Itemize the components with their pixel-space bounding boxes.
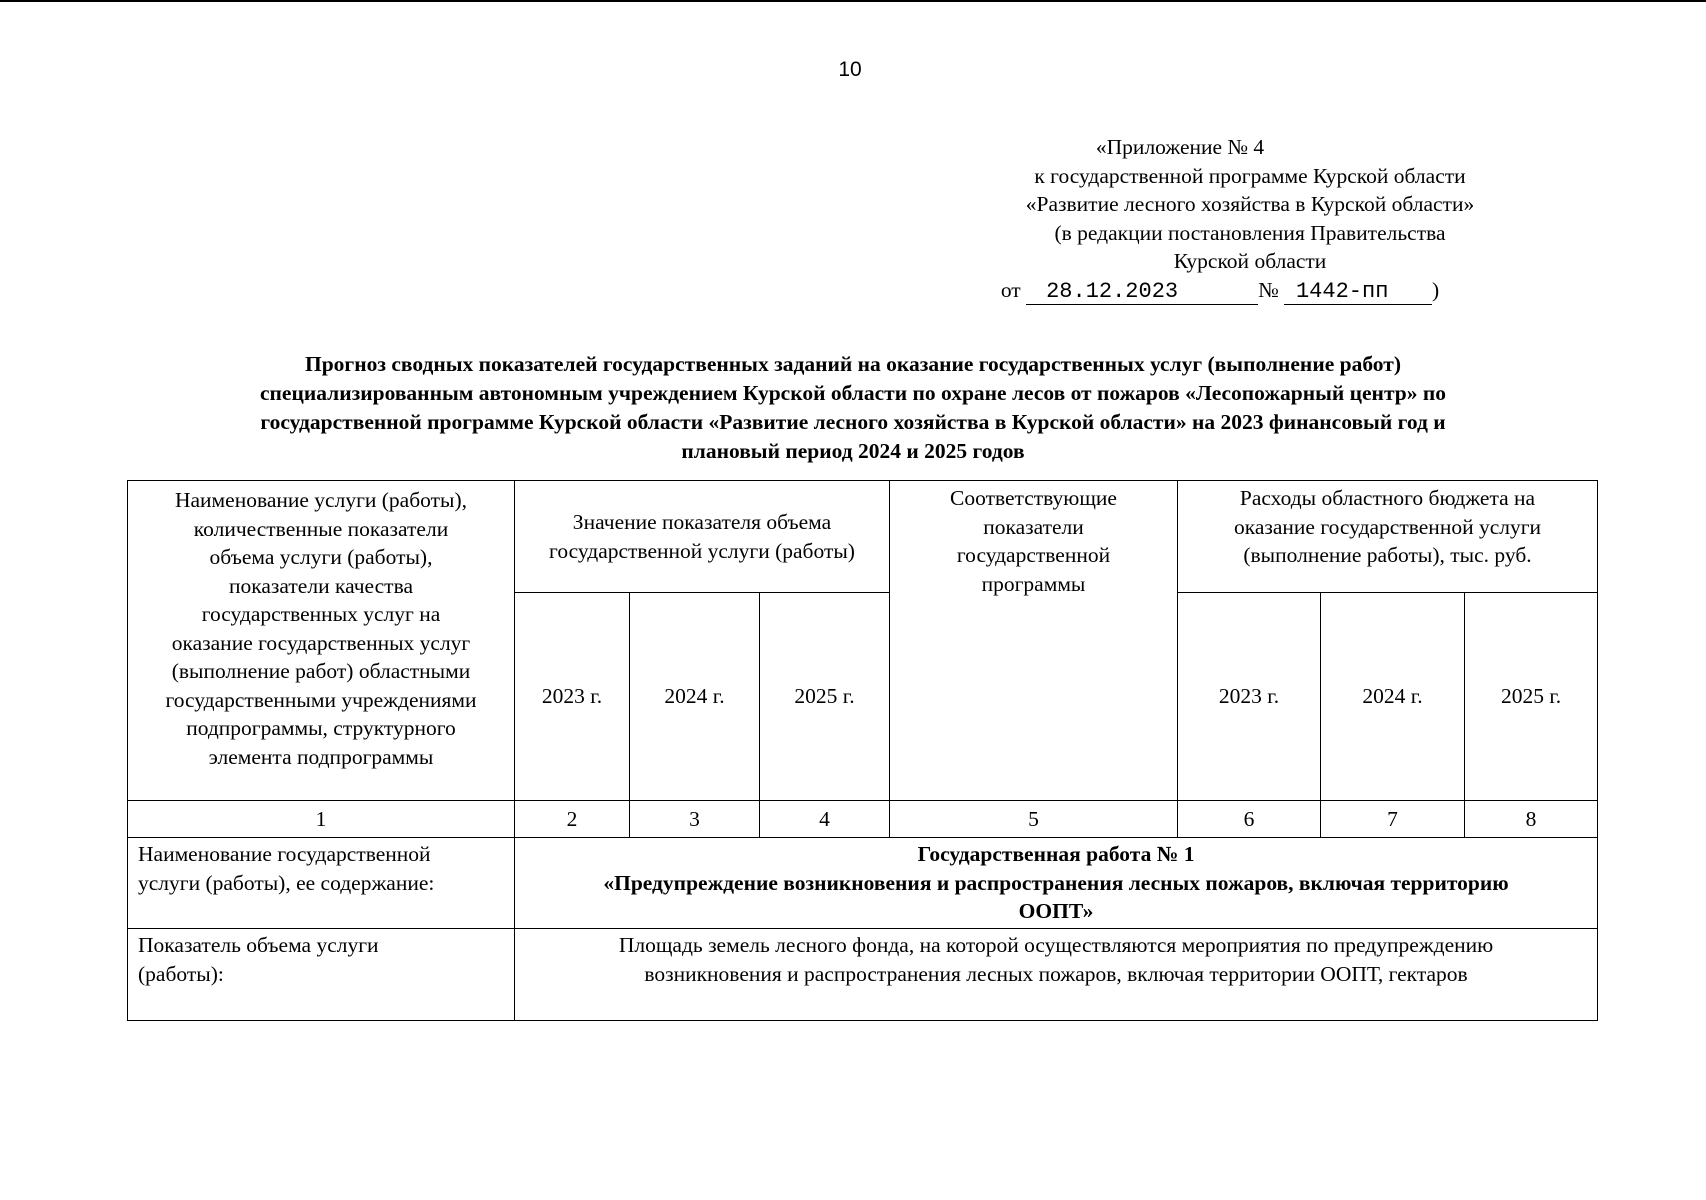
closing-paren: ) (1431, 277, 1440, 302)
header-year: 2025 г. (760, 593, 890, 801)
appendix-line: к государственной программе Курской области (1034, 163, 1466, 188)
header-service-name: Наименование услуги (работы), количественные показатели объема услуги (работы), показатели качества государственных услуг на оказание государственных услуг (выполнение работ) областными государственными учреждениями подпрограммы, структурного элемента подпрограммы (128, 481, 515, 801)
column-number: 6 (1178, 801, 1321, 838)
document-title (150, 350, 1556, 466)
appendix-date-line (900, 276, 1540, 305)
header-year: 2023 г. (1178, 593, 1321, 801)
row-label: Наименование государственной услуги (работы), ее содержание: (128, 838, 515, 929)
header-volume-indicator: Значение показателя объема государственной услуги (работы) (515, 481, 890, 593)
header-budget-expenses: Расходы областного бюджета на оказание государственной услуги (выполнение работы), тыс. руб. (1178, 481, 1598, 593)
appendix-line: Курской области (1173, 249, 1327, 273)
column-number: 5 (890, 801, 1178, 838)
title-line: Прогноз сводных показателей государственных заданий на оказание государственных услуг (выполнение работ) (305, 352, 1401, 376)
appendix-block (960, 133, 1540, 305)
date-field: 28.12.2023 (1026, 280, 1258, 305)
appendix-line: (в редакции постановления Правительства (1054, 220, 1446, 245)
column-number: 7 (1321, 801, 1465, 838)
header-year: 2024 г. (1321, 593, 1465, 801)
column-number: 4 (760, 801, 890, 838)
column-number: 1 (128, 801, 515, 838)
header-year: 2023 г. (515, 593, 630, 801)
header-program-indicators: Соответствующие показатели государственной программы (890, 481, 1178, 801)
appendix-line: «Приложение № 4 (1095, 135, 1265, 159)
row-content: Государственная работа № 1 «Предупреждение возникновения и распространения лесных пожаров, включая территорию ООПТ» (515, 838, 1598, 929)
column-number: 3 (630, 801, 760, 838)
title-line: государственной программе Курской области «Развитие лесного хозяйства в Курской области» на 2023 финансовый год и (260, 410, 1446, 434)
appendix-line: «Развитие лесного хозяйства в Курской области» (1025, 192, 1475, 216)
table-row (128, 929, 1598, 1021)
table-row (128, 838, 1598, 929)
table-header-row (128, 481, 1598, 593)
column-number: 8 (1465, 801, 1598, 838)
title-line: специализированным автономным учреждением Курской области по охране лесов от пожаров «Лесопожарный центр» по (259, 381, 1446, 405)
header-year: 2024 г. (630, 593, 760, 801)
number-prefix: № (1258, 277, 1279, 302)
number-field: 1442-пп (1284, 280, 1432, 305)
title-line: плановый период 2024 и 2025 годов (681, 439, 1025, 463)
date-prefix: от (1000, 277, 1021, 302)
row-label: Показатель объема услуги (работы): (128, 929, 515, 1021)
row-content: Площадь земель лесного фонда, на которой осуществляются мероприятия по предупреждению возникновения и распространения лесных пожаров, включая территории ООПТ, гектаров (515, 929, 1598, 1021)
column-numbers-row (128, 801, 1598, 838)
page-top-border (0, 0, 1706, 2)
page-number: 10 (838, 58, 862, 81)
forecast-table (127, 480, 1598, 1021)
header-year: 2025 г. (1465, 593, 1598, 801)
column-number: 2 (515, 801, 630, 838)
